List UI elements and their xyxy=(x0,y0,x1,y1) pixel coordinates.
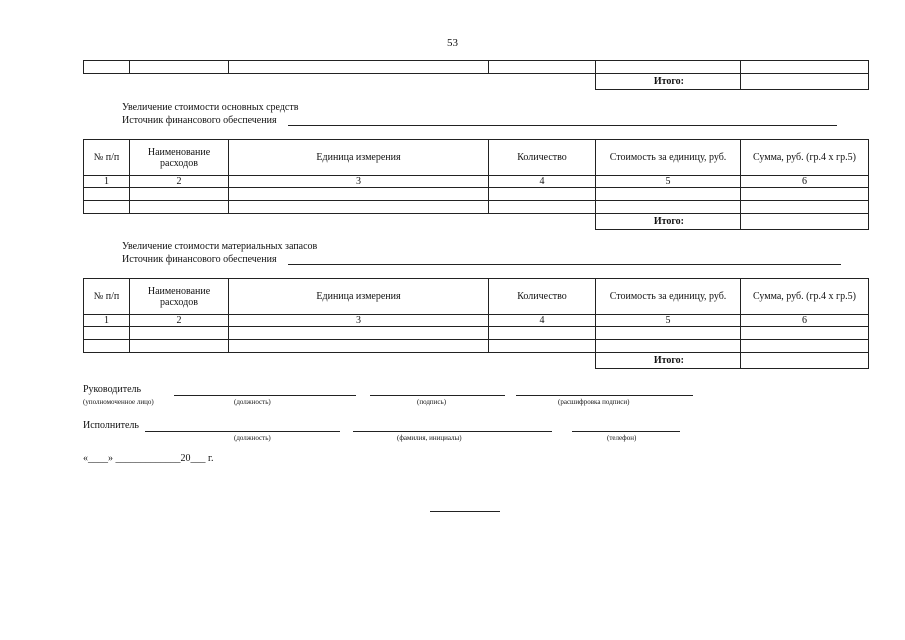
source-label: Источник финансового обеспечения xyxy=(122,254,277,265)
phone-caption: (телефон) xyxy=(607,434,637,442)
position-line[interactable] xyxy=(145,431,340,432)
table-cell[interactable] xyxy=(130,327,229,340)
table-cell[interactable] xyxy=(741,340,869,353)
header-cell: Наименование расходов xyxy=(130,279,229,315)
table-cell[interactable] xyxy=(489,340,596,353)
source-input-line[interactable] xyxy=(288,125,837,126)
total-value-cell[interactable] xyxy=(741,74,869,90)
executor-label: Исполнитель xyxy=(83,420,139,431)
table-cell[interactable] xyxy=(596,327,741,340)
table-cell[interactable] xyxy=(84,188,130,201)
table-cell[interactable] xyxy=(84,340,130,353)
header-cell: Единица измерения xyxy=(229,140,489,176)
column-number: 5 xyxy=(596,176,741,188)
table-cell[interactable] xyxy=(229,340,489,353)
table-cell[interactable] xyxy=(489,327,596,340)
table-cell[interactable] xyxy=(229,188,489,201)
column-number: 1 xyxy=(84,315,130,327)
table-cell[interactable] xyxy=(489,201,596,214)
continuation-table xyxy=(83,60,869,74)
section-title: Увеличение стоимости материальных запасов xyxy=(122,241,318,252)
column-number: 3 xyxy=(229,315,489,327)
table-cell[interactable] xyxy=(130,340,229,353)
position-caption: (должность) xyxy=(234,398,271,406)
column-number: 4 xyxy=(489,315,596,327)
table-cell[interactable] xyxy=(229,327,489,340)
header-cell: Стоимость за единицу, руб. xyxy=(596,279,741,315)
section-title: Увеличение стоимости основных средств xyxy=(122,102,299,113)
table-cell xyxy=(229,61,489,74)
head-label: Руководитель xyxy=(83,384,142,395)
page-number: 53 xyxy=(447,37,458,49)
column-number: 6 xyxy=(741,176,869,188)
table-cell xyxy=(489,61,596,74)
signature-line[interactable] xyxy=(370,395,505,396)
table-cell[interactable] xyxy=(741,188,869,201)
date-line[interactable]: «____» _____________20___ г. xyxy=(83,453,214,464)
total-label: Итого: xyxy=(596,214,741,230)
head-sublabel: (уполномоченное лицо) xyxy=(83,398,154,406)
column-number: 1 xyxy=(84,176,130,188)
table-cell[interactable] xyxy=(596,188,741,201)
column-number: 5 xyxy=(596,315,741,327)
total-row xyxy=(595,73,869,90)
source-input-line[interactable] xyxy=(288,264,841,265)
column-number: 2 xyxy=(130,176,229,188)
table-cell[interactable] xyxy=(84,201,130,214)
header-cell: Количество xyxy=(489,140,596,176)
table-cell[interactable] xyxy=(741,201,869,214)
column-number: 4 xyxy=(489,176,596,188)
expenses-table xyxy=(83,139,869,214)
footer-divider xyxy=(430,511,500,512)
table-cell xyxy=(741,61,869,74)
column-number: 2 xyxy=(130,315,229,327)
signature-decoding-line[interactable] xyxy=(516,395,693,396)
table-cell[interactable] xyxy=(596,201,741,214)
header-cell: Стоимость за единицу, руб. xyxy=(596,140,741,176)
position-caption: (должность) xyxy=(234,434,271,442)
header-cell: Количество xyxy=(489,279,596,315)
header-cell: № п/п xyxy=(84,140,130,176)
expenses-table xyxy=(83,278,869,353)
column-number: 6 xyxy=(741,315,869,327)
table-cell[interactable] xyxy=(130,188,229,201)
total-label: Итого: xyxy=(596,353,741,369)
table-cell[interactable] xyxy=(229,201,489,214)
phone-line[interactable] xyxy=(572,431,680,432)
total-value-cell[interactable] xyxy=(741,214,869,230)
signature-caption: (подпись) xyxy=(417,398,447,406)
table-cell xyxy=(84,61,130,74)
table-cell xyxy=(130,61,229,74)
source-label: Источник финансового обеспечения xyxy=(122,115,277,126)
header-cell: Сумма, руб. (гр.4 x гр.5) xyxy=(741,140,869,176)
table-cell[interactable] xyxy=(489,188,596,201)
table-cell[interactable] xyxy=(596,340,741,353)
column-number: 3 xyxy=(229,176,489,188)
position-line[interactable] xyxy=(174,395,356,396)
table-cell xyxy=(596,61,741,74)
table-cell[interactable] xyxy=(84,327,130,340)
header-cell: № п/п xyxy=(84,279,130,315)
header-cell: Наименование расходов xyxy=(130,140,229,176)
header-cell: Сумма, руб. (гр.4 x гр.5) xyxy=(741,279,869,315)
table-cell[interactable] xyxy=(130,201,229,214)
total-value-cell[interactable] xyxy=(741,353,869,369)
signature-decoding-caption: (расшифровка подписи) xyxy=(558,398,630,406)
total-row xyxy=(595,213,869,230)
name-line[interactable] xyxy=(353,431,552,432)
table-cell[interactable] xyxy=(741,327,869,340)
name-caption: (фамилия, инициалы) xyxy=(397,434,462,442)
total-row xyxy=(595,352,869,369)
header-cell: Единица измерения xyxy=(229,279,489,315)
total-label: Итого: xyxy=(596,74,741,90)
